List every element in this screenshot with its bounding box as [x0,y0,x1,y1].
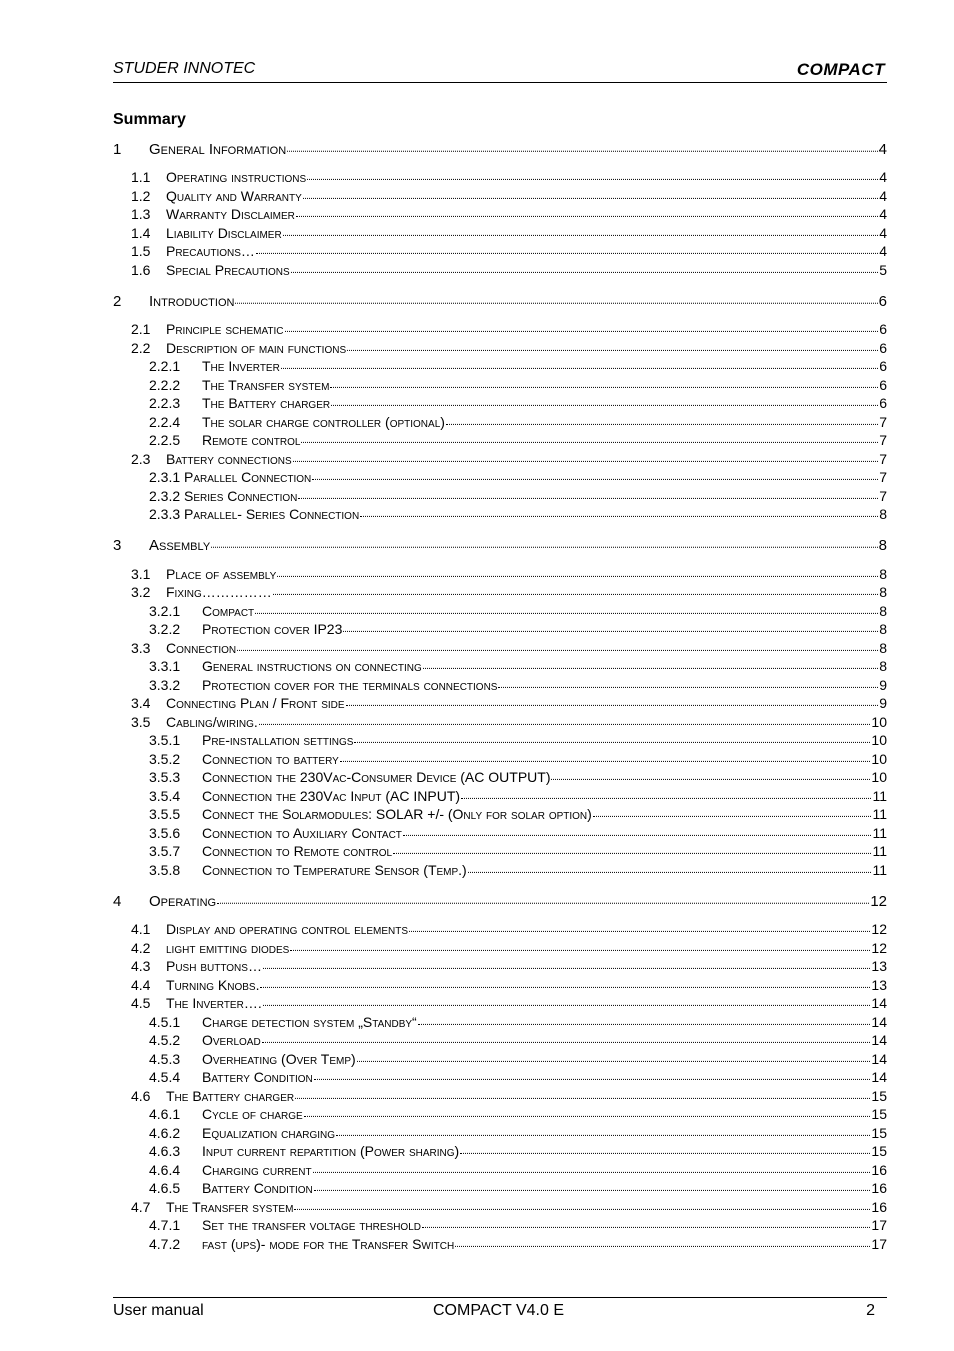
toc-entry[interactable] [149,394,887,412]
footer-page-number: 2 [866,1302,875,1319]
toc-entry-page: 6 [879,339,887,356]
toc-entry-label: Assembly [149,537,211,554]
toc-entry-label: Fixing…………… [166,584,272,600]
toc-entry-page: 10 [871,732,887,748]
toc-entry-number: 2 [113,292,122,310]
toc-entry-page: 7 [879,432,887,448]
toc-entry-page: 14 [871,1013,887,1030]
toc-entry-number: 1.5 [131,243,151,259]
toc-entry-page: 16 [871,1198,887,1215]
toc-entry[interactable] [131,920,887,938]
toc-entry-number: 3.1 [131,565,151,582]
toc-entry[interactable] [149,824,887,842]
toc-entry-page: 16 [871,1180,887,1196]
toc-leader-dots [446,411,878,425]
toc-entry[interactable] [149,1124,887,1142]
toc-entry-label: Display and operating control elements [166,921,409,937]
toc-entry[interactable] [149,413,887,431]
toc-leader-dots [340,748,871,762]
toc-leader-dots [217,889,869,904]
toc-entry-number: 4.6.4 [149,1161,181,1178]
toc-leader-dots [422,1214,870,1228]
toc-leader-dots [263,992,871,1006]
toc-entry[interactable] [131,565,887,583]
toc-entry-number: 2.2.5 [149,432,181,448]
toc-leader-dots [290,937,870,951]
toc-entry-number: 2.2.1 [149,358,181,374]
toc-entry[interactable] [131,994,887,1012]
page-footer [113,1297,887,1328]
toc-entry[interactable] [149,1142,887,1160]
toc-entry[interactable] [131,957,887,975]
toc-entry-number: 3.5.1 [149,732,181,748]
toc-entry-label: Operating [149,892,217,910]
toc-entry-page: 12 [871,939,887,956]
toc-leader-dots [283,222,879,236]
toc-entry-page: 7 [879,487,887,504]
toc-leader-dots [259,711,871,725]
toc-entry-number: 4.3 [131,958,151,974]
toc-entry-label: Description of main functions [166,339,347,356]
toc-leader-dots [262,1029,871,1043]
toc-entry-page: 6 [878,292,887,310]
toc-leader-dots [298,485,878,499]
toc-entry[interactable] [149,602,887,620]
toc-entry[interactable] [149,657,887,675]
toc-entry[interactable] [131,224,887,242]
toc-entry[interactable] [149,1050,887,1068]
toc-entry-number: 1 [113,140,122,158]
toc-leader-dots [293,448,879,462]
toc-entry-page: 14 [871,995,887,1011]
toc-leader-dots [263,955,870,969]
toc-entry-number: 2.2.2 [149,376,181,393]
toc-entry-number: 4.5.3 [149,1050,181,1067]
toc-entry-label: Operating instructions [166,169,307,185]
toc-entry-number: 3.5.8 [149,861,181,878]
toc-leader-dots [357,1048,871,1062]
toc-entry-page: 4 [879,243,887,259]
toc-entry-label: Charging current [202,1161,312,1178]
toc-entry[interactable] [113,891,887,911]
toc-entry-label: light emitting diodes [166,939,290,956]
toc-entry-number: 4.6.2 [149,1124,181,1141]
toc-entry-label: Set the transfer voltage threshold [202,1217,421,1233]
toc-entry-page: 10 [871,713,887,730]
toc-leader-dots [313,1159,871,1173]
toc-entry[interactable] [149,1105,887,1123]
toc-entry-number: 2.2 [131,339,151,356]
toc-leader-dots [360,503,878,517]
toc-entry-page: 8 [879,584,887,600]
toc-entry[interactable] [149,1179,887,1197]
toc-entry-number: 3.5 [131,713,151,730]
toc-entry-label: Battery Condition [202,1069,313,1085]
toc-entry[interactable] [149,787,887,805]
toc-entry-number: 3.2 [131,584,151,600]
toc-entry-label: General instructions on connecting [202,658,422,674]
toc-entry-number: 4.1 [131,921,151,937]
toc-leader-dots [304,1103,871,1117]
product-logo: COMPACT [796,60,885,79]
toc-entry-number: 4.6 [131,1087,151,1104]
toc-leader-dots [281,355,878,369]
company-name: STUDER INNOTEC [113,60,256,77]
toc-entry-label: fast (ups)- mode for the Transfer Switch [202,1235,455,1252]
toc-entry[interactable] [131,205,887,223]
toc-leader-dots [255,600,878,614]
toc-entry[interactable] [131,639,887,657]
toc-entry-number: 4.5.4 [149,1069,181,1085]
toc-entry-label: Overheating (Over Temp) [202,1050,356,1067]
toc-entry-label: Quality and Warranty [166,187,302,204]
toc-entry-label: Principle schematic [166,321,284,337]
toc-entry[interactable] [113,139,887,159]
toc-entry-page: 17 [871,1217,887,1233]
toc-entry[interactable] [149,1068,887,1086]
toc-entry-label: The Battery charger [166,1087,295,1104]
toc-entry-label: Connection [166,639,237,656]
toc-entry[interactable] [149,468,887,486]
toc-entry-label: Battery connections [166,450,292,467]
toc-entry-page: 8 [879,565,887,582]
toc-entry-label: Equalization charging [202,1124,336,1141]
toc-leader-dots [312,466,878,480]
toc-entry-page: 6 [879,395,887,411]
toc-entry-number: 4.5 [131,995,151,1011]
toc-entry[interactable] [131,320,887,338]
toc-entry-page: 4 [879,224,887,241]
toc-entry-number: 3.4 [131,695,151,711]
toc-entry-page: 7 [879,469,887,485]
toc-entry-page: 16 [871,1161,887,1178]
toc-entry[interactable] [149,1235,887,1253]
toc-entry-label: Special Precautions [166,261,290,278]
toc-entry-number: 4.6.1 [149,1106,181,1122]
toc-entry[interactable] [149,805,887,823]
toc-leader-dots [295,1085,870,1099]
toc-entry-page: 4 [879,206,887,222]
toc-entry[interactable] [149,1013,887,1031]
footer-doc-type: User manual [113,1302,204,1319]
toc-entry[interactable] [131,713,887,731]
toc-leader-dots [403,822,872,836]
toc-entry-page: 7 [879,450,887,467]
toc-entry-page: 11 [872,861,887,878]
toc-entry[interactable] [131,1087,887,1105]
toc-entry-label: Push buttons… [166,958,262,974]
toc-entry-page: 8 [879,639,887,656]
toc-entry-number: 1.3 [131,206,151,222]
toc-entry-number: 4.5.2 [149,1032,181,1048]
toc-leader-dots [336,1122,870,1136]
toc-entry[interactable] [131,450,887,468]
toc-entry-page: 8 [878,537,887,554]
toc-entry[interactable] [131,583,887,601]
toc-entry-page: 10 [871,769,887,785]
toc-entry[interactable] [149,750,887,768]
toc-entry-page: 13 [871,958,887,974]
toc-entry-label: Protection cover for the terminals connections [202,676,498,693]
toc-leader-dots [418,1011,871,1025]
toc-entry-page: 14 [871,1069,887,1085]
toc-entry-label: Pre-installation settings [202,732,354,748]
toc-entry-page: 9 [879,676,887,693]
toc-entry-number: 4.7.2 [149,1235,181,1252]
toc-entry-page: 11 [872,787,887,804]
toc-entry-number: 3 [113,537,122,554]
toc-entry-label: 2.3.2 Series Connection [149,487,298,504]
toc-entry-label: Input current repartition (Power sharing) [202,1143,460,1159]
toc-entry-number: 3.3.2 [149,676,181,693]
toc-leader-dots [287,137,878,152]
toc-entry-number: 1.4 [131,224,151,241]
toc-entry-label: Overload [202,1032,261,1048]
toc-entry-label: The solar charge controller (optional) [202,413,445,430]
toc-entry-label: Connect the Solarmodules: SOLAR +/- (Only for solar option) [202,806,592,822]
toc-entry-page: 15 [871,1124,887,1141]
toc-entry[interactable] [131,242,887,260]
toc-entry-page: 7 [879,413,887,430]
toc-entry-number: 3.5.4 [149,787,181,804]
toc-entry-page: 15 [871,1106,887,1122]
toc-entry-label: Introduction [149,292,235,310]
toc-leader-dots [296,203,878,217]
toc-entry-page: 8 [879,658,887,674]
toc-leader-dots [498,674,878,688]
toc-entry-number: 4.7 [131,1198,151,1215]
toc-entry-page: 14 [871,1050,887,1067]
toc-entry-label: Protection cover IP23 [202,621,343,637]
toc-entry-number: 3.5.5 [149,806,181,822]
toc-entry[interactable] [149,768,887,786]
toc-entry-label: Connecting Plan / Front side [166,695,345,711]
toc-leader-dots [593,803,872,817]
toc-entry[interactable] [131,187,887,205]
toc-leader-dots [291,259,879,273]
toc-leader-dots [256,240,878,254]
toc-entry-label: Cycle of charge [202,1106,303,1122]
toc-entry-page: 14 [871,1032,887,1048]
toc-entry-label: Connection to Remote control [202,843,393,859]
toc-entry-label: Connection the 230Vac Input (AC INPUT) [202,787,461,804]
toc-entry-number: 3.3.1 [149,658,181,674]
toc-leader-dots [211,533,878,548]
toc-entry-number: 4.2 [131,939,151,956]
toc-entry-page: 8 [879,621,887,637]
toc-entry-page: 4 [879,187,887,204]
toc-entry-label: 2.3.3 Parallel- Series Connection [149,506,360,522]
toc-entry-number: 3.5.3 [149,769,181,785]
toc-entry-number: 1.6 [131,261,151,278]
toc-entry-number: 3.3 [131,639,151,656]
toc-entry-page: 12 [870,892,887,910]
toc-entry-page: 15 [871,1087,887,1104]
toc-leader-dots [393,840,871,854]
toc-entry-page: 17 [871,1235,887,1252]
toc-entry-label: Charge detection system „Standby“ [202,1013,417,1030]
toc-entry[interactable] [113,291,887,311]
toc-entry[interactable] [149,1216,887,1234]
toc-entry[interactable] [131,339,887,357]
toc-entry-label: Warranty Disclaimer [166,206,295,222]
toc-entry-number: 3.2.2 [149,621,181,637]
toc-entry-number: 2.3 [131,450,151,467]
toc-entry-page: 11 [872,824,887,841]
toc-entry-label: Liability Disclaimer [166,224,282,241]
toc-entry[interactable] [149,357,887,375]
toc-leader-dots [307,166,878,180]
toc-entry-number: 2.1 [131,321,151,337]
toc-entry-page: 6 [879,321,887,337]
toc-entry[interactable] [149,731,887,749]
toc-leader-dots [285,318,879,332]
toc-entry[interactable] [131,168,887,186]
toc-leader-dots [343,618,878,632]
toc-leader-dots [461,785,871,799]
toc-entry[interactable] [131,976,887,994]
toc-leader-dots [301,429,878,443]
toc-entry-number: 1.1 [131,169,151,185]
footer-doc-version: COMPACT V4.0 E [433,1302,564,1319]
toc-entry-label: The Inverter [202,358,280,374]
toc-entry[interactable] [149,1031,887,1049]
toc-entry-number: 4.6.5 [149,1180,181,1196]
toc-entry-page: 13 [871,976,887,993]
toc-entry-label: The Battery charger [202,395,331,411]
toc-leader-dots [409,918,870,932]
toc-entry-label: General Information [149,140,287,158]
toc-entry-page: 6 [879,376,887,393]
toc-entry-number: 3.5.2 [149,750,181,767]
toc-leader-dots [346,692,879,706]
toc-leader-dots [273,581,878,595]
toc-entry-label: Connection to Auxiliary Contact [202,824,402,841]
toc-entry-page: 9 [879,695,887,711]
toc-entry-number: 3.5.6 [149,824,181,841]
toc-entry-label: Connection to Temperature Sensor (Temp.) [202,861,467,878]
toc-entry-number: 1.2 [131,187,151,204]
toc-leader-dots [330,374,878,388]
toc-entry-label: Turning Knobs. [166,976,260,993]
toc-leader-dots [347,337,878,351]
toc-entry-number: 4.5.1 [149,1013,181,1030]
toc-entry-label: Battery Condition [202,1180,313,1196]
toc-entry-label: 2.3.1 Parallel Connection [149,469,312,485]
toc-entry[interactable] [149,620,887,638]
toc-entry-page: 8 [879,506,887,522]
toc-leader-dots [314,1177,871,1191]
toc-entry[interactable] [149,431,887,449]
toc-entry[interactable] [149,505,887,523]
toc-entry-page: 12 [871,921,887,937]
toc-entry-page: 11 [872,806,887,822]
toc-entry-page: 10 [871,750,887,767]
toc-entry-page: 5 [879,261,887,278]
toc-leader-dots [468,859,872,873]
toc-leader-dots [294,1196,870,1210]
toc-entry-label: Remote control [202,432,301,448]
toc-entry-number: 4.4 [131,976,151,993]
toc-entry-number: 3.5.7 [149,843,181,859]
toc-leader-dots [303,185,878,199]
toc-leader-dots [423,655,878,669]
toc-entry-label: Precautions… [166,243,255,259]
toc-entry-page: 4 [878,140,887,158]
toc-entry-page: 4 [879,169,887,185]
toc-entry-number: 3.2.1 [149,602,181,619]
toc-entry-label: The Transfer system [166,1198,294,1215]
toc-entry[interactable] [149,487,887,505]
toc-entry-number: 4 [113,892,122,910]
toc-entry-label: Cabling/wiring. [166,713,258,730]
toc-leader-dots [235,289,877,304]
toc-entry-label: Connection to battery [202,750,339,767]
toc-entry[interactable] [149,676,887,694]
toc-entry[interactable] [113,536,887,556]
toc-entry[interactable] [149,842,887,860]
toc-entry[interactable] [131,261,887,279]
toc-entry[interactable] [131,939,887,957]
toc-entry-label: The Transfer system [202,376,330,393]
toc-leader-dots [455,1233,870,1247]
toc-leader-dots [354,729,870,743]
toc-leader-dots [277,563,878,577]
toc-entry-page: 8 [879,602,887,619]
toc-entry-number: 2.2.4 [149,413,181,430]
toc-entry-page: 11 [872,843,887,859]
toc-entry-label: Connection the 230Vac-Consumer Device (AC OUTPUT) [202,769,551,785]
summary-title: Summary [113,111,186,128]
toc-leader-dots [314,1066,871,1080]
toc-entry-number: 4.7.1 [149,1217,181,1233]
toc-entry-page: 15 [871,1143,887,1159]
toc-entry[interactable] [149,861,887,879]
table-of-contents [113,0,887,1300]
toc-entry[interactable] [149,376,887,394]
toc-entry[interactable] [131,1198,887,1216]
toc-entry-label: Place of assembly [166,565,277,582]
toc-entry-label: Compact [202,602,255,619]
toc-leader-dots [260,974,870,988]
toc-entry[interactable] [149,1161,887,1179]
toc-leader-dots [551,766,870,780]
toc-entry-number: 4.6.3 [149,1143,181,1159]
toc-entry[interactable] [131,694,887,712]
toc-leader-dots [460,1140,870,1154]
toc-entry-label: The Inverter…. [166,995,262,1011]
toc-leader-dots [237,637,878,651]
toc-entry-page: 6 [879,358,887,374]
toc-entry-number: 2.2.3 [149,395,181,411]
toc-leader-dots [331,392,878,406]
